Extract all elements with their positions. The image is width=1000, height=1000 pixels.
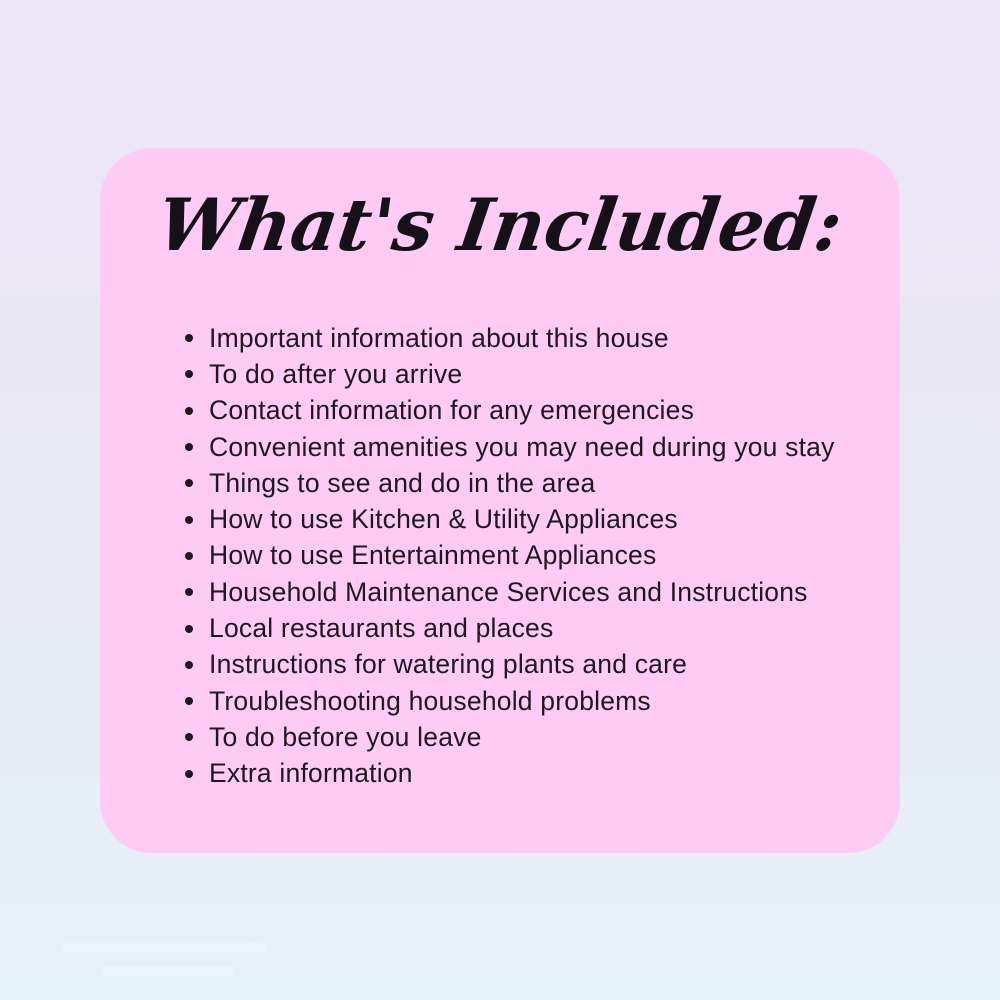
list-item [185, 393, 835, 429]
list-item-label: Important information about this house [209, 322, 669, 353]
list-item [185, 683, 835, 719]
bullet-icon [185, 661, 193, 669]
list-item [185, 574, 835, 610]
list-item-label: To do before you leave [209, 721, 482, 752]
list-item [185, 756, 835, 792]
list-item-label: Household Maintenance Services and Instructions [209, 576, 808, 607]
list-item [185, 501, 835, 537]
list-item-label: Instructions for watering plants and care [209, 649, 688, 680]
list-item-label: Extra information [209, 758, 413, 789]
bullet-icon [185, 334, 193, 342]
included-list [185, 320, 835, 792]
bullet-icon [185, 370, 193, 378]
bullet-icon [185, 697, 193, 705]
list-item-label: How to use Kitchen & Utility Appliances [209, 504, 678, 535]
watermark-remnant [103, 966, 233, 976]
list-item-label: Troubleshooting household problems [209, 685, 651, 716]
list-item [185, 610, 835, 646]
card-title: What's Included: [152, 182, 848, 267]
list-item [185, 647, 835, 683]
list-item-label: Contact information for any emergencies [209, 395, 695, 426]
list-item [185, 356, 835, 392]
bullet-icon [185, 552, 193, 560]
bullet-icon [185, 770, 193, 778]
bullet-icon [185, 407, 193, 415]
bullet-icon [185, 516, 193, 524]
list-item-label: Local restaurants and places [209, 613, 554, 644]
list-item-label: To do after you arrive [209, 358, 463, 389]
bullet-icon [185, 588, 193, 596]
watermark-remnant [62, 943, 267, 952]
list-item [185, 538, 835, 574]
whats-included-card [100, 148, 900, 853]
list-item [185, 719, 835, 755]
list-item-label: Things to see and do in the area [209, 467, 596, 498]
bullet-icon [185, 733, 193, 741]
list-item [185, 465, 835, 501]
list-item [185, 429, 835, 465]
list-item-label: How to use Entertainment Appliances [209, 540, 657, 571]
list-item-label: Convenient amenities you may need during you stay [209, 431, 835, 462]
list-item [185, 320, 835, 356]
bullet-icon [185, 625, 193, 633]
bullet-icon [185, 479, 193, 487]
bullet-icon [185, 443, 193, 451]
